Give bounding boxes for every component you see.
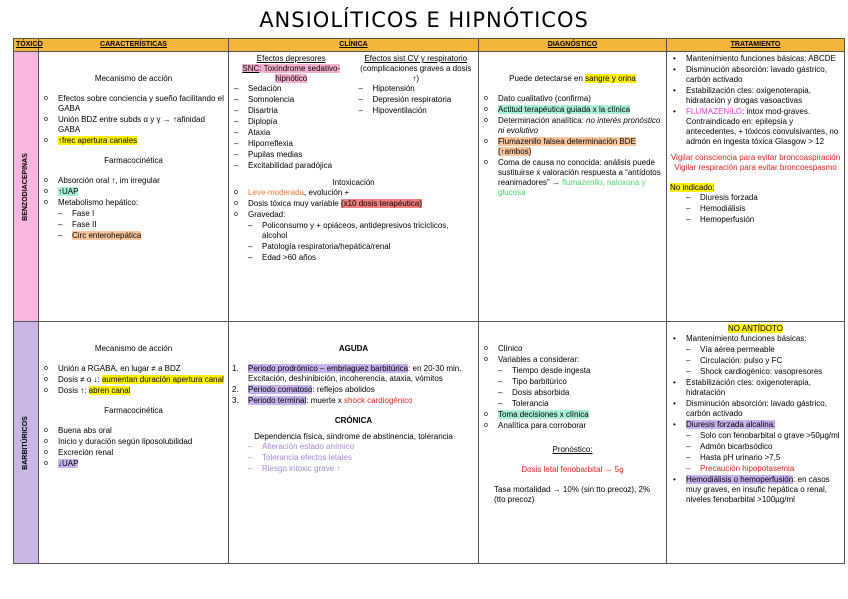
barb-clinica: [229, 322, 479, 564]
barb-pronostico-title: Pronóstico:: [552, 445, 593, 454]
list-item: o Absorción oral ↑, im irregular: [42, 176, 225, 186]
barb-dx-list-2: [482, 410, 663, 431]
bzd-snc-list: [232, 84, 351, 171]
list-item: o Dosis ↑: abren canal: [42, 386, 225, 396]
barb-mant-list: [684, 345, 841, 377]
list-item: – Excitabilidad paradójica: [232, 161, 351, 171]
header-tratamiento: TRATAMIENTO: [667, 39, 845, 52]
list-item: o Actitud terapéutica guiada x la clínica: [482, 105, 663, 115]
bzd-clinica-columns: [232, 54, 475, 172]
toxic-table: [13, 38, 845, 564]
barb-tratamiento: [667, 322, 845, 564]
barb-cronica-list: [246, 442, 475, 474]
list-item: o Dosis ≠ o ↓: aumentan duración apertura canal: [42, 375, 225, 385]
list-item: o ↑UAP: [42, 187, 225, 197]
list-item: 1. Periodo prodrómico – embriaguez barbitúrica: en 20-30 min. Excitación, deshinibición, incoherencia, ataxia, vómitos: [232, 364, 475, 384]
barb-farma-list: [42, 426, 225, 469]
barb-mec-title: Mecanismo de acción: [94, 344, 173, 353]
barb-diuresis-list: [684, 431, 841, 474]
list-item: – Policonsumo y + opiáceos, antidepresivos tricíclicos, alcohol: [246, 221, 475, 241]
bzd-snc-block: [232, 54, 351, 172]
list-item: – Vía aérea permeable: [684, 345, 841, 355]
list-item: – Diuresis forzada: [684, 193, 841, 203]
list-item: – Hasta pH urinario >7,5: [684, 453, 841, 463]
list-item: o Determinación analítica: no interés pronóstico ni evolutivo: [482, 116, 663, 136]
barb-mortalidad: Tasa mortalidad → 10% (sin tto precoz), 2% (tto precoz): [494, 485, 651, 504]
page-title: ANSIOLÍTICOS E HIPNÓTICOS: [259, 8, 589, 32]
list-item: – Somnolencia: [232, 95, 351, 105]
list-item: – Alteración estado anímico: [246, 442, 475, 452]
bzd-tx-list: [670, 54, 841, 147]
barb-aguda-title: AGUDA: [338, 344, 369, 353]
list-item: – Tiempo desde ingesta: [496, 366, 663, 376]
list-item: o Dato cualitativo (confirma): [482, 94, 663, 104]
list-item: – Hemodiálisis: [684, 204, 841, 214]
list-item: o Toma decisiones x clínica: [482, 410, 663, 420]
bzd-farma-title: Farmacocinética: [104, 156, 163, 165]
list-item: o Leve-moderada, evolución +: [232, 188, 475, 198]
list-item: • Mantenimiento funciones básicas:: [670, 334, 841, 344]
list-item: – Circ enterohepática: [56, 231, 225, 241]
list-item: – Precaución hipopotasemia: [684, 464, 841, 474]
bzd-cv-list: [357, 84, 476, 116]
bzd-mec-title: Mecanismo de acción: [94, 74, 173, 83]
barb-dosis-letal: Dosis letal fenobarbital → 5g: [521, 465, 624, 474]
row-label-bzd: BENZODIACEPINAS: [14, 52, 39, 322]
list-item: – Riesgo intoxic grave ↑: [246, 464, 475, 474]
list-item: o Unión a RGABA, en lugar ≠ a BDZ: [42, 364, 225, 374]
barb-tx-list: [670, 334, 841, 344]
list-item: o Flumazenilo falsea determinación BDE (↑ambos): [482, 137, 663, 157]
list-item: o Metabolismo hepático:: [42, 198, 225, 208]
list-item: – Shock cardiogénico: vasopresores: [684, 367, 841, 377]
barb-cronica-text: Dependencia física, síndrome de abstinencia, tolerancia: [254, 432, 453, 441]
list-item: – Sedación: [232, 84, 351, 94]
list-item: o Gravedad:: [232, 210, 475, 220]
list-item: 2. Periodo comatoso: reflejos abolidos: [232, 385, 475, 395]
list-item: – Patología respiratoria/hepática/renal: [246, 242, 475, 252]
bzd-no-indicado: No indicado:: [670, 183, 715, 192]
barb-mec-list: [42, 364, 225, 396]
list-item: o Inicio y duración según liposolubilidad: [42, 437, 225, 447]
list-item: o ↑frec apertura canales: [42, 136, 225, 146]
bzd-intox-list: [232, 188, 475, 220]
bzd-cv-block: [357, 54, 476, 172]
list-item: o Dosis tóxica muy variable (x10 dosis terapéutica): [232, 199, 475, 209]
bzd-snc-subhead: SNC: Toxíndrome sedativo-hipnótico: [242, 64, 341, 83]
barb-tx-list-2: [670, 378, 841, 430]
list-item: – Hipotensión: [357, 84, 476, 94]
barb-caracteristicas: [39, 322, 229, 564]
list-item: – Hemoperfusión: [684, 215, 841, 225]
row-barbituricos: [14, 322, 845, 564]
bzd-tratamiento: [667, 52, 845, 322]
row-label-barb: BARBITÚRICOS: [14, 322, 39, 564]
list-item: o Clínico: [482, 344, 663, 354]
list-item: – Pupilas medias: [232, 150, 351, 160]
list-item: – Fase I: [56, 209, 225, 219]
barb-aguda-list: [232, 364, 475, 406]
barb-cronica-title: CRÓNICA: [334, 416, 373, 425]
header-clinica: CLÍNICA: [229, 39, 479, 52]
barb-dx-list: [482, 344, 663, 365]
bzd-no-indicado-list: [684, 193, 841, 225]
list-item: – Depresión respiratoria: [357, 95, 476, 105]
header-row: [14, 39, 845, 52]
list-item: – Diplopía: [232, 117, 351, 127]
list-item: • Diuresis forzada alcalina:: [670, 420, 841, 430]
list-item: – Hiporreflexia: [232, 139, 351, 149]
list-item: – Edad >60 años: [246, 253, 475, 263]
list-item: – Fase II: [56, 220, 225, 230]
header-caracteristicas: CARACTERÍSTICAS: [39, 39, 229, 52]
list-item: o ↓UAP: [42, 459, 225, 469]
list-item: – Dosis absorbida: [496, 388, 663, 398]
bzd-dx-intro: Puede detectarse en sangre y orina: [509, 74, 636, 83]
barb-dx-vars: [496, 366, 663, 409]
list-item: o Unión BDZ entre subds α y γ → ↑afinidad GABA: [42, 115, 225, 135]
list-item: o Efectos sobre conciencia y sueño facilitando el GABA: [42, 94, 225, 114]
list-item: • FLUMAZENILO: intox mod-graves. Contraindicado en: epilepsia y antecedentes, + tóxicos convulsivantes, no admón en ingesta tóxica Glasgow > 12: [670, 107, 841, 147]
row-benzodiacepinas: [14, 52, 845, 322]
list-item: • Mantenimiento funciones básicas: ABCDE: [670, 54, 841, 64]
bzd-vigilar-consciencia: Vigilar consciencia para evitar broncoaspiración: [670, 153, 841, 162]
list-item: – Circulación: pulso y FC: [684, 356, 841, 366]
bzd-caracteristicas: [39, 52, 229, 322]
list-item: – Tolerancia: [496, 399, 663, 409]
list-item: – Solo con fenobarbital o grave >50µg/ml: [684, 431, 841, 441]
barb-diagnostico: [479, 322, 667, 564]
list-item: o Buena abs oral: [42, 426, 225, 436]
list-item: o Coma de causa no conocida: análisis puede sustituirse x valoración respuesta a “antídotos reanimadores” → flumazenilo, naloxona y glucosa: [482, 158, 663, 198]
list-item: • Estabilización ctes: oxigenoterapia, hidratación y drogas vasoactivas: [670, 86, 841, 106]
list-item: – Admón bicarbsódico: [684, 442, 841, 452]
list-item: – Disartria: [232, 106, 351, 116]
list-item: • Disminución absorción: lavado gástrico, carbón activado: [670, 65, 841, 85]
bzd-gravedad-list: [246, 221, 475, 263]
list-item: • Hemodiálisis o hemoperfusión: en casos muy graves, en insufic hepática o renal, niveles fenobarbital >100µg/ml: [670, 475, 841, 505]
bzd-clinica: [229, 52, 479, 322]
barb-no-antidoto: NO ANTÍDOTO: [728, 324, 783, 333]
bzd-vigilar-respiracion: Vigilar respiración para evitar broncoespasmo: [674, 163, 837, 172]
list-item: – Tolerancia efectos letales: [246, 453, 475, 463]
list-item: – Ataxia: [232, 128, 351, 138]
bzd-cv-head: Efectos sist CV y respiratorio: [364, 54, 468, 63]
barb-tx-list-3: [670, 475, 841, 505]
header-toxico: TÓXICO: [14, 39, 39, 52]
list-item: – Tipo barbitúrico: [496, 377, 663, 387]
bzd-cv-sub: (complicaciones graves a dosis ↑): [360, 64, 472, 83]
list-item: o Excreción renal: [42, 448, 225, 458]
bzd-dx-list: [482, 94, 663, 198]
list-item: 3. Periodo terminal: muerte x shock cardiogénico: [232, 396, 475, 406]
bzd-intox-title: Intoxicación: [332, 178, 375, 187]
bzd-snc-head: Efectos depresores: [256, 54, 326, 63]
list-item: • Estabilización ctes: oxigenoterapia, hidratación: [670, 378, 841, 398]
barb-farma-title: Farmacocinética: [104, 406, 163, 415]
list-item: – Hipoventilación: [357, 106, 476, 116]
header-diagnostico: DIAGNÓSTICO: [479, 39, 667, 52]
list-item: o Variables a considerar:: [482, 355, 663, 365]
bzd-fases-list: [56, 209, 225, 241]
bzd-farma-list: [42, 176, 225, 208]
bzd-diagnostico: [479, 52, 667, 322]
list-item: o Analítica para corroborar: [482, 421, 663, 431]
list-item: • Disminución absorción: lavado gástrico, carbón activado: [670, 399, 841, 419]
bzd-mec-list: [42, 94, 225, 146]
